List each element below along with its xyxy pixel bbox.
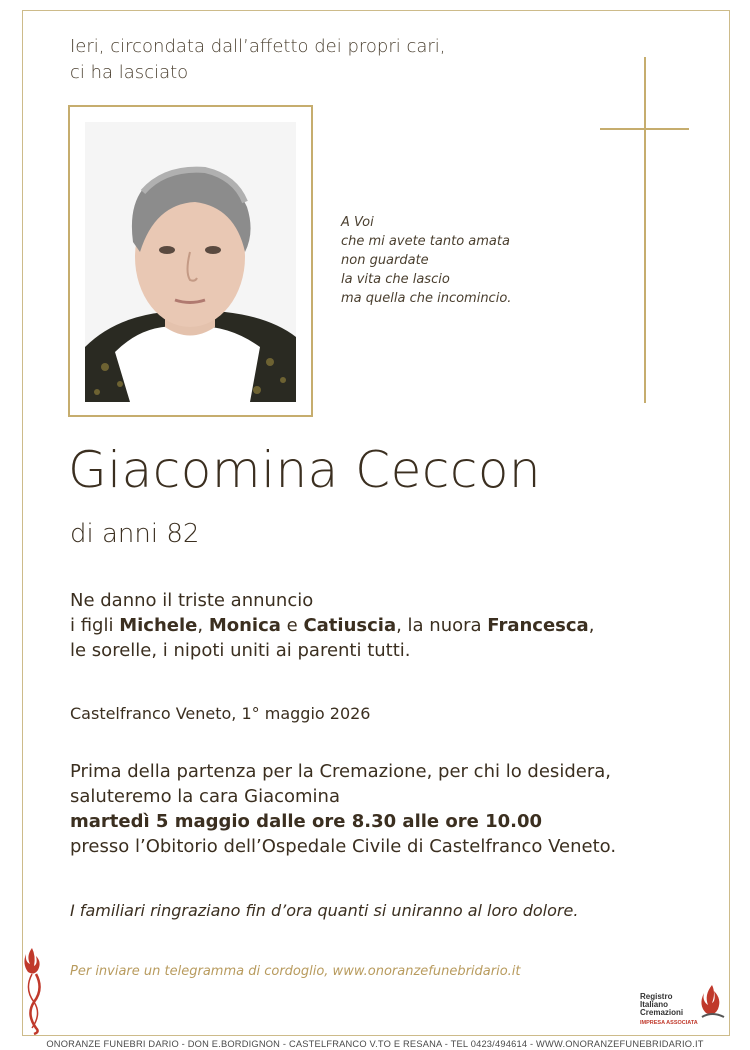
registro-text <box>640 993 698 1027</box>
poem-line: A Voi <box>341 215 374 230</box>
registro-associata: IMPRESA ASSOCIATA <box>640 1020 698 1026</box>
poem <box>341 213 511 308</box>
daughter-in-law-name: Francesca <box>487 615 589 636</box>
ceremony-location: presso l’Obitorio dell’Ospedale Civile di Castelfranco Veneto. <box>70 836 617 857</box>
telegram-link[interactable]: Per inviare un telegramma di cordoglio, www.onoranzefunebridario.it <box>70 964 521 979</box>
cross-horizontal-bar <box>600 128 689 130</box>
announcement-text: , <box>588 615 595 636</box>
poem-line: ma quella che incomincio. <box>341 291 512 306</box>
cross-vertical-bar <box>644 57 646 403</box>
announcement-line-1: Ne danno il triste annuncio <box>70 590 314 611</box>
intro-line-1: Ieri, circondata dall’affetto dei propri cari, <box>70 36 446 57</box>
announcement-text: , <box>197 615 209 636</box>
announcement-text: e <box>280 615 304 636</box>
announcement <box>70 588 594 663</box>
portrait-frame <box>68 105 313 417</box>
intro-text <box>70 34 446 86</box>
registro-line: Italiano <box>640 1000 669 1009</box>
registro-cremazioni-logo <box>640 993 730 1033</box>
poem-line: che mi avete tanto amata <box>341 234 510 249</box>
poem-line: non guardate <box>341 253 429 268</box>
child-name: Catiuscia <box>303 615 397 636</box>
portrait-photo <box>85 122 296 402</box>
announcement-line-2 <box>70 613 594 638</box>
registro-flame-icon <box>698 983 728 1023</box>
ceremony-line-2: saluteremo la cara Giacomina <box>70 786 340 807</box>
child-name: Michele <box>119 615 198 636</box>
deceased-name: Giacomina Ceccon <box>68 441 542 499</box>
registro-line: Cremazioni <box>640 1008 684 1017</box>
ceremony-datetime: martedì 5 maggio dalle ore 8.30 alle ore 10.00 <box>70 811 543 832</box>
ceremony-info <box>70 759 616 859</box>
poem-line: la vita che lascio <box>341 272 450 287</box>
footer-contact: ONORANZE FUNEBRI DARIO - DON E.BORDIGNON - CASTELFRANCO V.TO E RESANA - TEL 0423/494614 - WWW.ONORANZEFUNEBRIDARIO.IT <box>46 1039 704 1049</box>
place-date: Castelfranco Veneto, 1° maggio 2026 <box>70 704 371 723</box>
announcement-text: , la nuora <box>396 615 488 636</box>
thanks-text: I familiari ringraziano fin d’ora quanti si uniranno al loro dolore. <box>70 901 579 920</box>
flame-logo-icon <box>22 944 48 1036</box>
deceased-age: di anni 82 <box>70 519 200 549</box>
child-name: Monica <box>208 615 281 636</box>
announcement-text: i figli <box>70 615 120 636</box>
intro-line-2: ci ha lasciato <box>70 62 189 83</box>
ceremony-line-1: Prima della partenza per la Cremazione, per chi lo desidera, <box>70 761 611 782</box>
registro-line: Registro <box>640 992 673 1001</box>
announcement-line-3: le sorelle, i nipoti uniti ai parenti tutti. <box>70 640 411 661</box>
